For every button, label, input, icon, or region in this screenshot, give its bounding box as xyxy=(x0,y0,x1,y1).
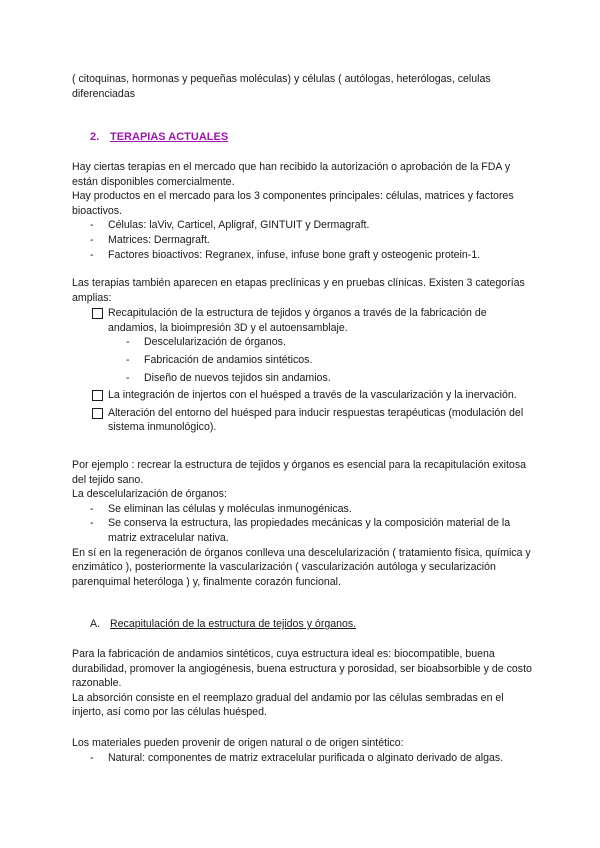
category-item xyxy=(72,388,532,403)
category-text: Alteración del entorno del huésped para inducir respuestas terapéuticas (modulación del sistema inmunológico). xyxy=(108,406,524,434)
section-2-number: 2. xyxy=(90,131,100,143)
materials-list xyxy=(72,751,532,766)
section-a-heading xyxy=(90,618,356,630)
categories-paragraph: Las terapias también aparecen en etapas preclínicas y en pruebas clínicas. Existen 3 categorías amplias: xyxy=(72,277,525,304)
list-item: - Fabricación de andamios sintéticos. xyxy=(72,353,532,368)
scaffold-block xyxy=(72,647,532,720)
list-item: - Matrices: Dermagraft. xyxy=(72,233,532,248)
section-2-heading xyxy=(90,131,228,143)
scaffold-paragraph: Para la fabricación de andamios sintéticos, cuya estructura ideal es: biocompatible, buena durabilidad, promover la angiogénesis, buena estructura y porosidad, ser bioabsorbible y de costo razonable. xyxy=(72,648,532,690)
list-item: - Se eliminan las células y moléculas inmunogénicas. xyxy=(72,502,532,517)
checkbox-icon xyxy=(92,408,103,419)
intro-line: ( citoquinas, hormonas y pequeñas moléculas) y células ( autólogas, heterólogas, celulas diferenciadas xyxy=(72,73,491,100)
example-paragraph: Por ejemplo : recrear la estructura de tejidos y órganos es esencial para la recapitulación exitosa del tejido sano. xyxy=(72,459,527,486)
list-item: - Se conserva la estructura, las propiedades mecánicas y la composición material de la matriz extracelular nativa. xyxy=(72,516,532,545)
fda-paragraph: Hay ciertas terapias en el mercado que han recibido la autorización o aprobación de la FDA y están disponibles comercialmente. xyxy=(72,161,511,188)
categories-list xyxy=(72,306,532,435)
list-item: - Descelularización de órganos. xyxy=(72,335,532,350)
absorption-paragraph: La absorción consiste en el reemplazo gradual del andamio por las células sembradas en el injerto, así como por las células huésped. xyxy=(72,691,504,719)
section-a-letter: A. xyxy=(90,618,101,630)
fda-block xyxy=(72,160,532,262)
categories-block xyxy=(72,276,532,438)
materials-paragraph: Los materiales pueden provenir de origen natural o de origen sintético: xyxy=(72,737,404,749)
decell-list xyxy=(72,502,532,546)
products-list xyxy=(72,218,532,262)
category-text: Recapitulación de la estructura de tejidos y órganos a través de la fabricación de andamios, la bioimpresión 3D y el autoensamblaje. xyxy=(108,307,487,334)
example-block xyxy=(72,458,532,589)
section-a-title: Recapitulación de la estructura de tejidos y órganos. xyxy=(110,618,357,630)
list-item: - Natural: componentes de matriz extracelular purificada o alginato derivado de algas. xyxy=(72,751,532,766)
list-item: - Factores bioactivos: Regranex, infuse, infuse bone graft y osteogenic protein-1. xyxy=(72,248,532,263)
list-item: - Diseño de nuevos tejidos sin andamios. xyxy=(72,371,532,386)
list-item: - Células: laViv, Carticel, Apligraf, GINTUIT y Dermagraft. xyxy=(72,218,532,233)
materials-block xyxy=(72,736,532,765)
regeneration-paragraph: En sí en la regeneración de órganos conlleva una descelularización ( tratamiento física, química y enzimático ), posteriormente la vascularización ( vascularización autóloga y secularización parenquimal heteróloga ) y, finalmente corazón funcional. xyxy=(72,546,531,588)
category-item xyxy=(72,406,532,435)
category1-sublist xyxy=(72,335,532,385)
checkbox-icon xyxy=(92,390,103,401)
category-text: La integración de injertos con el huésped a través de la vascularización y la inervación. xyxy=(108,389,517,402)
category-item xyxy=(72,306,532,385)
section-2-title: TERAPIAS ACTUALES xyxy=(110,131,229,143)
decell-intro: La descelularización de órganos: xyxy=(72,488,227,501)
checkbox-icon xyxy=(92,308,103,319)
products-paragraph: Hay productos en el mercado para los 3 componentes principales: células, matrices y factores bioactivos. xyxy=(72,190,514,217)
